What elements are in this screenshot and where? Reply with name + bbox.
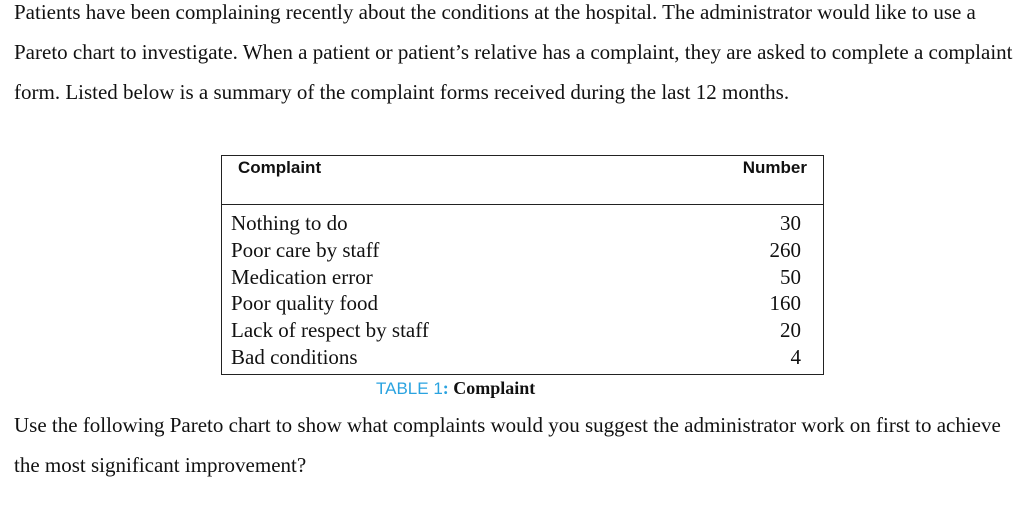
complaint-cell: Bad conditions xyxy=(231,344,358,369)
table-body xyxy=(222,205,823,371)
table-row xyxy=(222,344,823,371)
complaint-cell: Poor care by staff xyxy=(231,237,380,262)
number-cell: 50 xyxy=(780,264,801,289)
number-cell: 260 xyxy=(769,237,801,262)
number-cell: 160 xyxy=(769,291,801,316)
column-header-complaint: Complaint xyxy=(238,158,322,177)
table-row xyxy=(222,317,823,344)
complaint-table xyxy=(221,155,824,375)
caption-label: TABLE 1 xyxy=(376,379,443,398)
complaint-cell: Lack of respect by staff xyxy=(231,318,429,343)
table-row xyxy=(222,290,823,317)
table-row xyxy=(222,264,823,291)
caption-colon: : xyxy=(442,378,449,398)
question-paragraph: Use the following Pareto chart to show what complaints would you suggest the administrator work on first to achieve the most significant improvement? xyxy=(14,413,1001,477)
table-header xyxy=(222,156,823,205)
complaint-cell: Poor quality food xyxy=(231,291,378,316)
intro-paragraph: Patients have been complaining recently about the conditions at the hospital. The administrator would like to use a Pareto chart to investigate. When a patient or patient’s relative has a complaint, they are asked to complete a complaint form. Listed below is a summary of the complaint forms received during the last 12 months. xyxy=(14,0,1013,104)
caption-title: Complaint xyxy=(448,378,536,398)
number-cell: 30 xyxy=(780,211,801,235)
column-header-number: Number xyxy=(742,158,807,177)
table-row xyxy=(222,210,823,237)
complaint-cell: Nothing to do xyxy=(231,211,348,235)
table-row xyxy=(222,237,823,264)
number-cell: 20 xyxy=(780,318,801,343)
number-cell: 4 xyxy=(790,344,801,369)
complaint-cell: Medication error xyxy=(231,264,373,289)
